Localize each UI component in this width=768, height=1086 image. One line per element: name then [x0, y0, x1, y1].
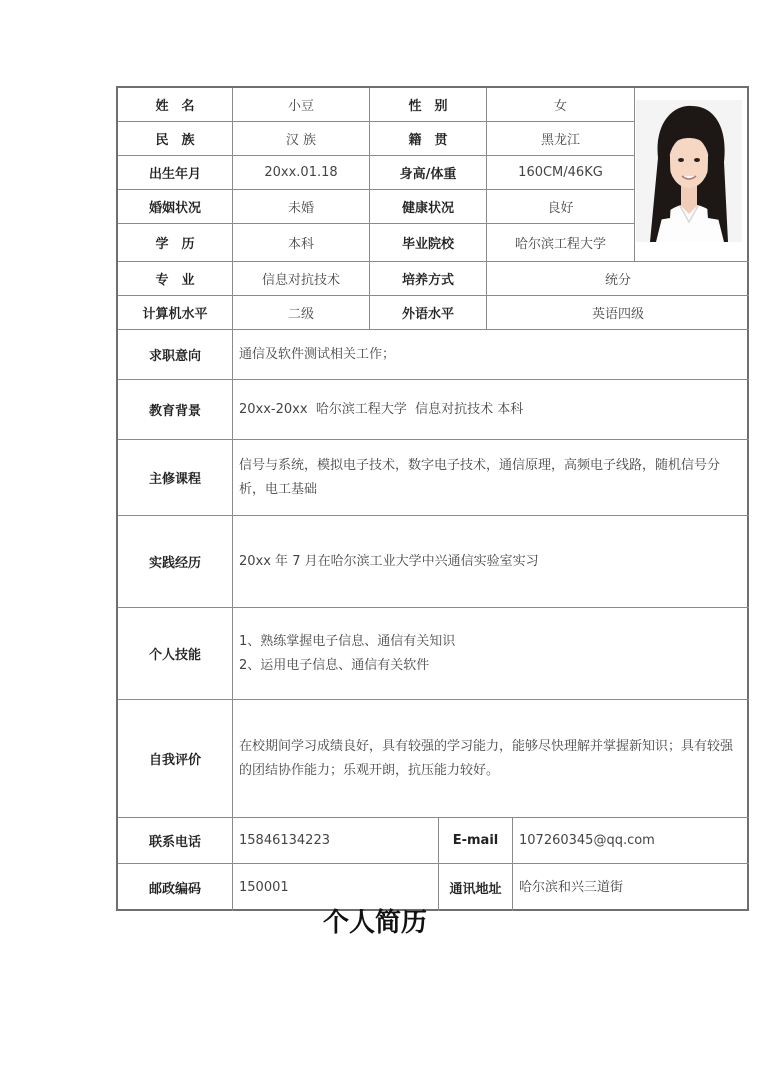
address-value: 哈尔滨和兴三道街 — [519, 879, 624, 895]
training-value: 统分 — [487, 262, 749, 296]
practice-label: 实践经历 — [118, 516, 233, 608]
email-value: 107260345@qq.com — [513, 818, 749, 864]
marital-value: 未婚 — [233, 190, 370, 224]
gender-label: 性 别 — [370, 88, 487, 122]
self-evaluation-value: 在校期间学习成绩良好，具有较强的学习能力，能够尽快理解并掌握新知识；具有较强的团结协作能力；乐观开朗，抗压能力较好。 — [233, 700, 749, 818]
computer-label: 计算机水平 — [118, 296, 233, 330]
skills-line-2: 2、运用电子信息、通信有关软件 — [239, 657, 430, 673]
education-value: 本科 — [233, 224, 370, 262]
height-weight-label: 身高/体重 — [370, 156, 487, 190]
name-label: 姓 名 — [118, 88, 233, 122]
self-evaluation-label: 自我评价 — [118, 700, 233, 818]
computer-value: 二级 — [233, 296, 370, 330]
courses-value: 信号与系统，模拟电子技术，数字电子技术，通信原理，高频电子线路，随机信号分析，电工基础 — [233, 440, 749, 516]
zip-label: 邮政编码 — [118, 864, 233, 911]
origin-label: 籍 贯 — [370, 122, 487, 156]
skills-label: 个人技能 — [118, 608, 233, 700]
practice-value: 20xx 年 7 月在哈尔滨工业大学中兴通信实验室实习 — [233, 516, 749, 608]
zip-value: 150001 — [233, 864, 439, 911]
address-label: 通讯地址 — [439, 864, 513, 911]
document-title: 个人简历 — [322, 908, 427, 938]
marital-label: 婚姻状况 — [118, 190, 233, 224]
major-label: 专 业 — [118, 262, 233, 296]
origin-value: 黑龙江 — [487, 122, 635, 156]
language-label: 外语水平 — [370, 296, 487, 330]
phone-value: 15846134223 — [233, 818, 439, 864]
education-background-value: 20xx-20xx 哈尔滨工程大学 信息对抗技术 本科 — [233, 380, 749, 440]
education-label: 学 历 — [118, 224, 233, 262]
name-value: 小豆 — [233, 88, 370, 122]
birth-value: 20xx.01.18 — [233, 156, 370, 190]
email-label: E-mail — [439, 818, 513, 864]
skills-line-1: 1、熟练掌握电子信息、通信有关知识 — [239, 633, 456, 649]
education-background-label: 教育背景 — [118, 380, 233, 440]
school-value: 哈尔滨工程大学 — [487, 224, 635, 262]
health-label: 健康状况 — [370, 190, 487, 224]
training-label: 培养方式 — [370, 262, 487, 296]
objective-value: 通信及软件测试相关工作； — [233, 330, 749, 380]
major-value: 信息对抗技术 — [233, 262, 370, 296]
portrait-photo — [636, 100, 742, 242]
health-value: 良好 — [487, 190, 635, 224]
gender-value: 女 — [487, 88, 635, 122]
skills-value — [233, 608, 749, 700]
ethnicity-value: 汉 族 — [233, 122, 370, 156]
courses-label: 主修课程 — [118, 440, 233, 516]
phone-label: 联系电话 — [118, 818, 233, 864]
objective-label: 求职意向 — [118, 330, 233, 380]
height-weight-value: 160CM/46KG — [487, 156, 635, 190]
ethnicity-label: 民 族 — [118, 122, 233, 156]
school-label: 毕业院校 — [370, 224, 487, 262]
language-value: 英语四级 — [487, 296, 749, 330]
birth-label: 出生年月 — [118, 156, 233, 190]
